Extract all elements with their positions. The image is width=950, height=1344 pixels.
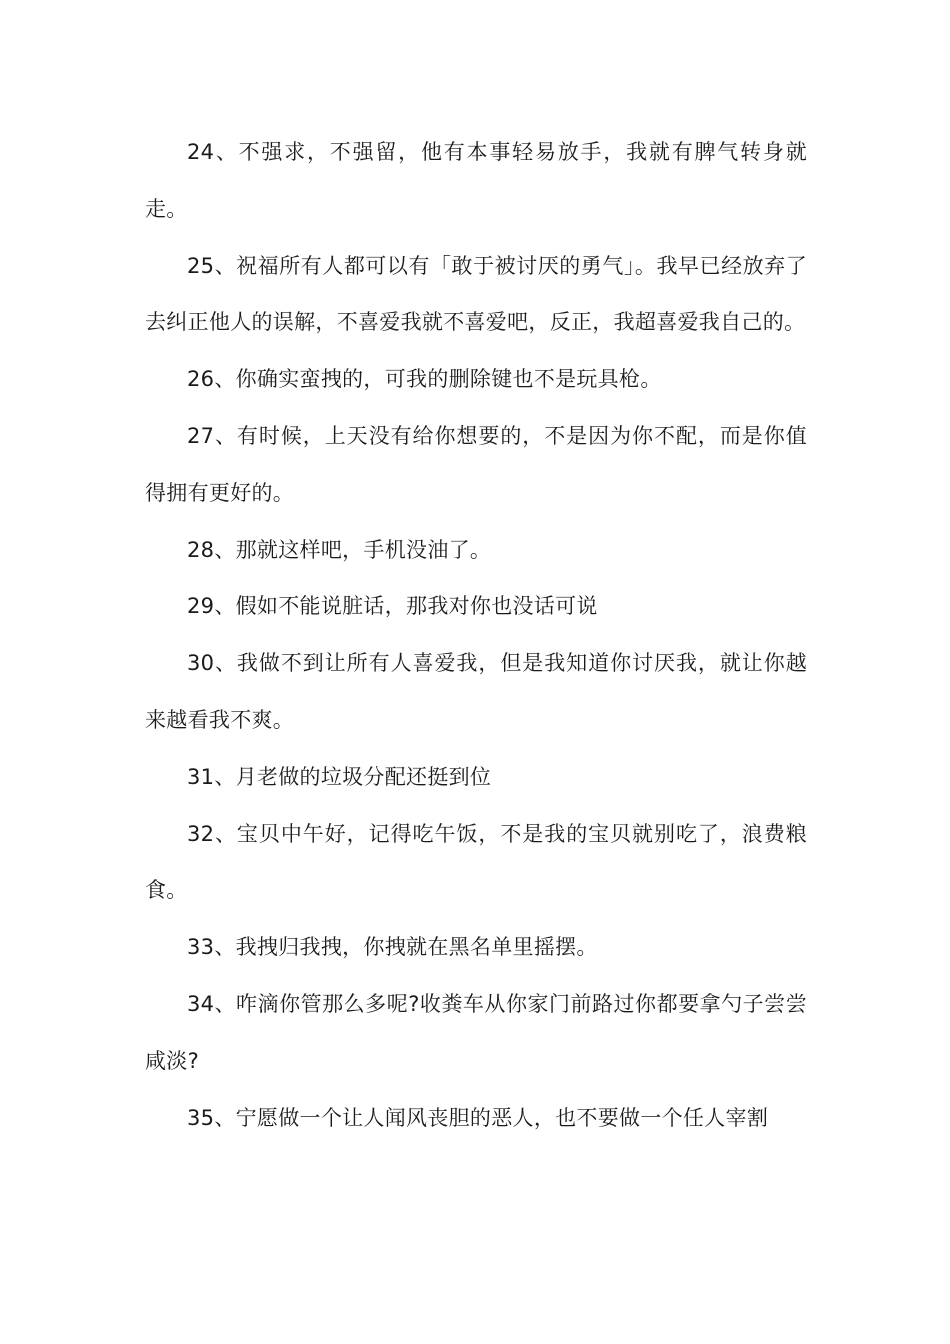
paragraph-27: 27、有时候，上天没有给你想要的，不是因为你不配，而是你值得拥有更好的。	[145, 423, 807, 505]
paragraph-30: 30、我做不到让所有人喜爱我，但是我知道你讨厌我，就让你越来越看我不爽。	[145, 651, 807, 732]
paragraph-29: 29、假如不能说脏话，那我对你也没话可说	[187, 594, 598, 619]
document-body	[145, 124, 807, 1146]
paragraph-32: 32、宝贝中午好，记得吃午饭，不是我的宝贝就别吃了，浪费粮食。	[145, 821, 807, 903]
paragraph-24: 24、不强求，不强留，他有本事轻易放手，我就有脾气转身就走。	[145, 140, 807, 221]
paragraph-35: 35、宁愿做一个让人闻风丧胆的恶人，也不要做一个任人宰割	[187, 1105, 769, 1130]
paragraph-25: 25、祝福所有人都可以有「敢于被讨厌的勇气」。我早已经放弃了去纠正他人的误解，不喜爱我就不喜爱吧，反正，我超喜爱我自己的。	[145, 253, 807, 335]
paragraph-33: 33、我拽归我拽，你拽就在黑名单里摇摆。	[187, 935, 598, 960]
paragraph-28: 28、那就这样吧，手机没油了。	[187, 537, 492, 562]
paragraph-26: 26、你确实蛮拽的，可我的删除键也不是玩具枪。	[187, 367, 662, 392]
paragraph-31: 31、月老做的垃圾分配还挺到位	[187, 764, 492, 789]
paragraph-34: 34、咋滴你管那么多呢?收粪车从你家门前路过你都要拿勺子尝尝咸淡?	[145, 991, 807, 1073]
